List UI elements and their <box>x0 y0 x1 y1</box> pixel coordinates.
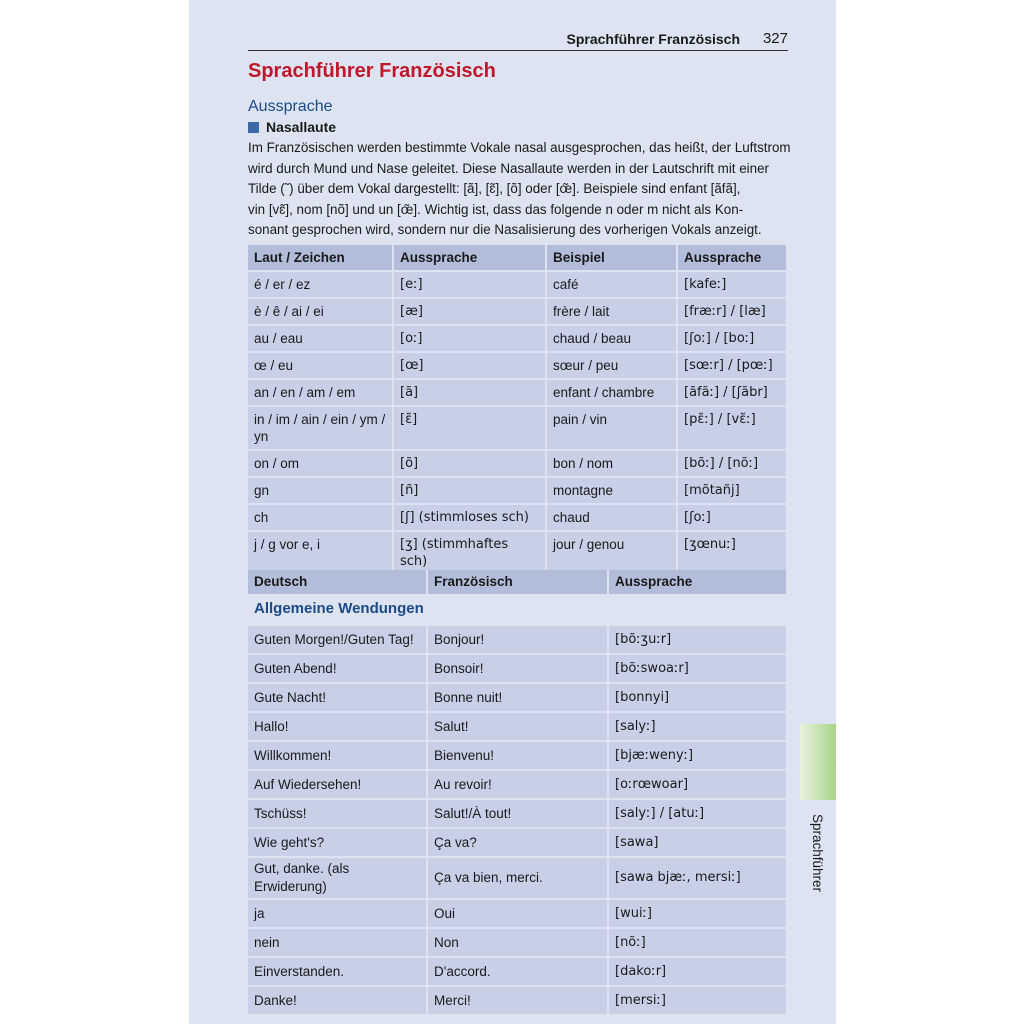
subsection-label: Nasallaute <box>266 119 337 135</box>
table-cell: Tschüss! <box>248 799 427 828</box>
sounds-table <box>248 245 788 574</box>
table-row <box>248 770 787 799</box>
column-header: Laut / Zeichen <box>248 245 393 271</box>
table-cell: Ça va? <box>427 828 608 857</box>
page-number: 327 <box>762 30 788 47</box>
table-section-row <box>248 594 787 625</box>
table-row <box>248 325 787 352</box>
table-cell: [bonnyi] <box>608 683 787 712</box>
column-header: Französisch <box>427 570 608 594</box>
table-cell: in / im / ain / ein / ym / yn <box>248 406 393 450</box>
table-section-title: Allgemeine Wendungen <box>248 594 608 625</box>
intro-line: wird durch Mund und Nase geleitet. Diese Nasallaute werden in der Lautschrift mit einer <box>248 160 770 176</box>
table-cell: Merci! <box>427 986 608 1014</box>
table-cell: [bõːswoaːr] <box>608 654 787 683</box>
section-heading: Aussprache <box>248 98 333 115</box>
table-row <box>248 683 787 712</box>
table-row <box>248 477 787 504</box>
table-cell: [oː] <box>393 325 546 352</box>
table-cell: au / eau <box>248 325 393 352</box>
table-row <box>248 986 787 1014</box>
table-cell: [bjæːwenyː] <box>608 741 787 770</box>
chapter-tab-marker <box>800 724 836 800</box>
column-header: Aussprache <box>677 245 787 271</box>
table-cell: [nõː] <box>608 928 787 957</box>
table-cell: Einverstanden. <box>248 957 427 986</box>
table-row <box>248 928 787 957</box>
table-cell: [oːrœwoar] <box>608 770 787 799</box>
table-cell: Gute Nacht! <box>248 683 427 712</box>
table-cell: [ʃ] (stimmloses sch) <box>393 504 546 531</box>
table-cell: Guten Morgen!/Guten Tag! <box>248 625 427 654</box>
column-header: Aussprache <box>393 245 546 271</box>
table-section-spacer <box>608 594 787 625</box>
table-cell: Guten Abend! <box>248 654 427 683</box>
table-cell: [ʃoː] <box>677 504 787 531</box>
table-cell: [ñ] <box>393 477 546 504</box>
column-header: Deutsch <box>248 570 427 594</box>
table-row <box>248 899 787 928</box>
table-cell: Oui <box>427 899 608 928</box>
table-cell: Ça va bien, merci. <box>427 857 608 899</box>
table-cell: Willkommen! <box>248 741 427 770</box>
table-row <box>248 625 787 654</box>
table-cell: [salyː] / [atuː] <box>608 799 787 828</box>
table-cell: ch <box>248 504 393 531</box>
table-cell: œ / eu <box>248 352 393 379</box>
intro-line: Tilde (˜) über dem Vokal dargestellt: [ã], [ɛ̃], [õ] oder [œ̃]. Beispiele sind enfant [ãfã], <box>248 181 741 196</box>
table-cell: Auf Wiedersehen! <box>248 770 427 799</box>
table-cell: [mersiː] <box>608 986 787 1014</box>
table-row <box>248 352 787 379</box>
table-cell: chaud <box>546 504 677 531</box>
table-header-row <box>248 245 787 271</box>
table-cell: Gut, danke. (als Erwiderung) <box>248 857 427 899</box>
table-row <box>248 406 787 450</box>
table-cell: pain / vin <box>546 406 677 450</box>
table-cell: [sawa bjæː, mersiː] <box>608 857 787 899</box>
table-cell: [kafeː] <box>677 271 787 298</box>
table-row <box>248 379 787 406</box>
table-cell: [wuiː] <box>608 899 787 928</box>
table-cell: è / ê / ai / ei <box>248 298 393 325</box>
table-cell: gn <box>248 477 393 504</box>
table-cell: sœur / peu <box>546 352 677 379</box>
table-cell: [bõːʒuːr] <box>608 625 787 654</box>
table-cell: café <box>546 271 677 298</box>
table-cell: [ɛ̃] <box>393 406 546 450</box>
table-cell: [pɛ̃ː] / [vɛ̃ː] <box>677 406 787 450</box>
table-cell: Non <box>427 928 608 957</box>
table-cell: ja <box>248 899 427 928</box>
table-cell: [æ] <box>393 298 546 325</box>
table-row <box>248 654 787 683</box>
table-cell: Hallo! <box>248 712 427 741</box>
table-row <box>248 298 787 325</box>
table-cell: Wie geht's? <box>248 828 427 857</box>
table-cell: [ʃoː] / [boː] <box>677 325 787 352</box>
table-row <box>248 799 787 828</box>
table-cell: [ã] <box>393 379 546 406</box>
table-cell: [salyː] <box>608 712 787 741</box>
table-cell: frère / lait <box>546 298 677 325</box>
table-cell: Bonjour! <box>427 625 608 654</box>
table-cell: montagne <box>546 477 677 504</box>
table-cell: Salut! <box>427 712 608 741</box>
table-cell: D'accord. <box>427 957 608 986</box>
table-cell: j / g vor e, i <box>248 531 393 574</box>
table-cell: bon / nom <box>546 450 677 477</box>
table-cell: Bonne nuit! <box>427 683 608 712</box>
table-cell: Danke! <box>248 986 427 1014</box>
phrases-table <box>248 570 788 1014</box>
intro-paragraph <box>248 138 791 241</box>
table-cell: [mõtañj] <box>677 477 787 504</box>
table-cell: Au revoir! <box>427 770 608 799</box>
page-title: Sprachführer Französisch <box>248 60 496 82</box>
intro-line: sonant gesprochen wird, sondern nur die Nasalisierung des vorherigen Vokals anzeigt. <box>248 222 762 237</box>
table-cell: nein <box>248 928 427 957</box>
phrases-table-body <box>248 594 787 1014</box>
table-header-row <box>248 570 787 594</box>
table-cell: [õ] <box>393 450 546 477</box>
table-cell: [bõː] / [nõː] <box>677 450 787 477</box>
table-cell: chaud / beau <box>546 325 677 352</box>
table-cell: Bienvenu! <box>427 741 608 770</box>
table-row <box>248 712 787 741</box>
table-cell: [dakoːr] <box>608 957 787 986</box>
table-cell: enfant / chambre <box>546 379 677 406</box>
subsection-heading <box>248 119 336 135</box>
table-cell: é / er / ez <box>248 271 393 298</box>
column-header: Beispiel <box>546 245 677 271</box>
table-cell: Bonsoir! <box>427 654 608 683</box>
table-cell: [eː] <box>393 271 546 298</box>
table-row <box>248 504 787 531</box>
table-cell: jour / genou <box>546 531 677 574</box>
table-row <box>248 450 787 477</box>
running-header <box>248 28 788 51</box>
table-cell: [sawa] <box>608 828 787 857</box>
intro-line: Im Französischen werden bestimmte Vokale nasal ausgesprochen, das heißt, der Luftstrom <box>248 140 791 155</box>
column-header: Aussprache <box>608 570 787 594</box>
table-cell: [œ] <box>393 352 546 379</box>
table-cell: [sœːr] / [pœː] <box>677 352 787 379</box>
table-row <box>248 741 787 770</box>
table-cell: [ʒœnuː] <box>677 531 787 574</box>
table-row <box>248 857 787 899</box>
bullet-square-icon <box>248 122 259 133</box>
sounds-table-body <box>248 271 787 574</box>
table-row <box>248 271 787 298</box>
table-row <box>248 957 787 986</box>
table-cell: [ʒ] (stimmhaftes sch) <box>393 531 546 574</box>
table-cell: an / en / am / em <box>248 379 393 406</box>
table-cell: on / om <box>248 450 393 477</box>
header-section-title: Sprachführer Französisch <box>566 31 740 47</box>
intro-line: vin [vɛ̃], nom [nõ] und un [œ̃]. Wichtig ist, dass das folgende n oder m nicht als Kon- <box>248 201 744 217</box>
table-row <box>248 531 787 574</box>
table-cell: [fræːr] / [læ] <box>677 298 787 325</box>
table-cell: Salut!/À tout! <box>427 799 608 828</box>
table-row <box>248 828 787 857</box>
table-cell: [ãfãː] / [ʃãbr] <box>677 379 787 406</box>
chapter-side-label: Sprachführer <box>810 814 825 893</box>
